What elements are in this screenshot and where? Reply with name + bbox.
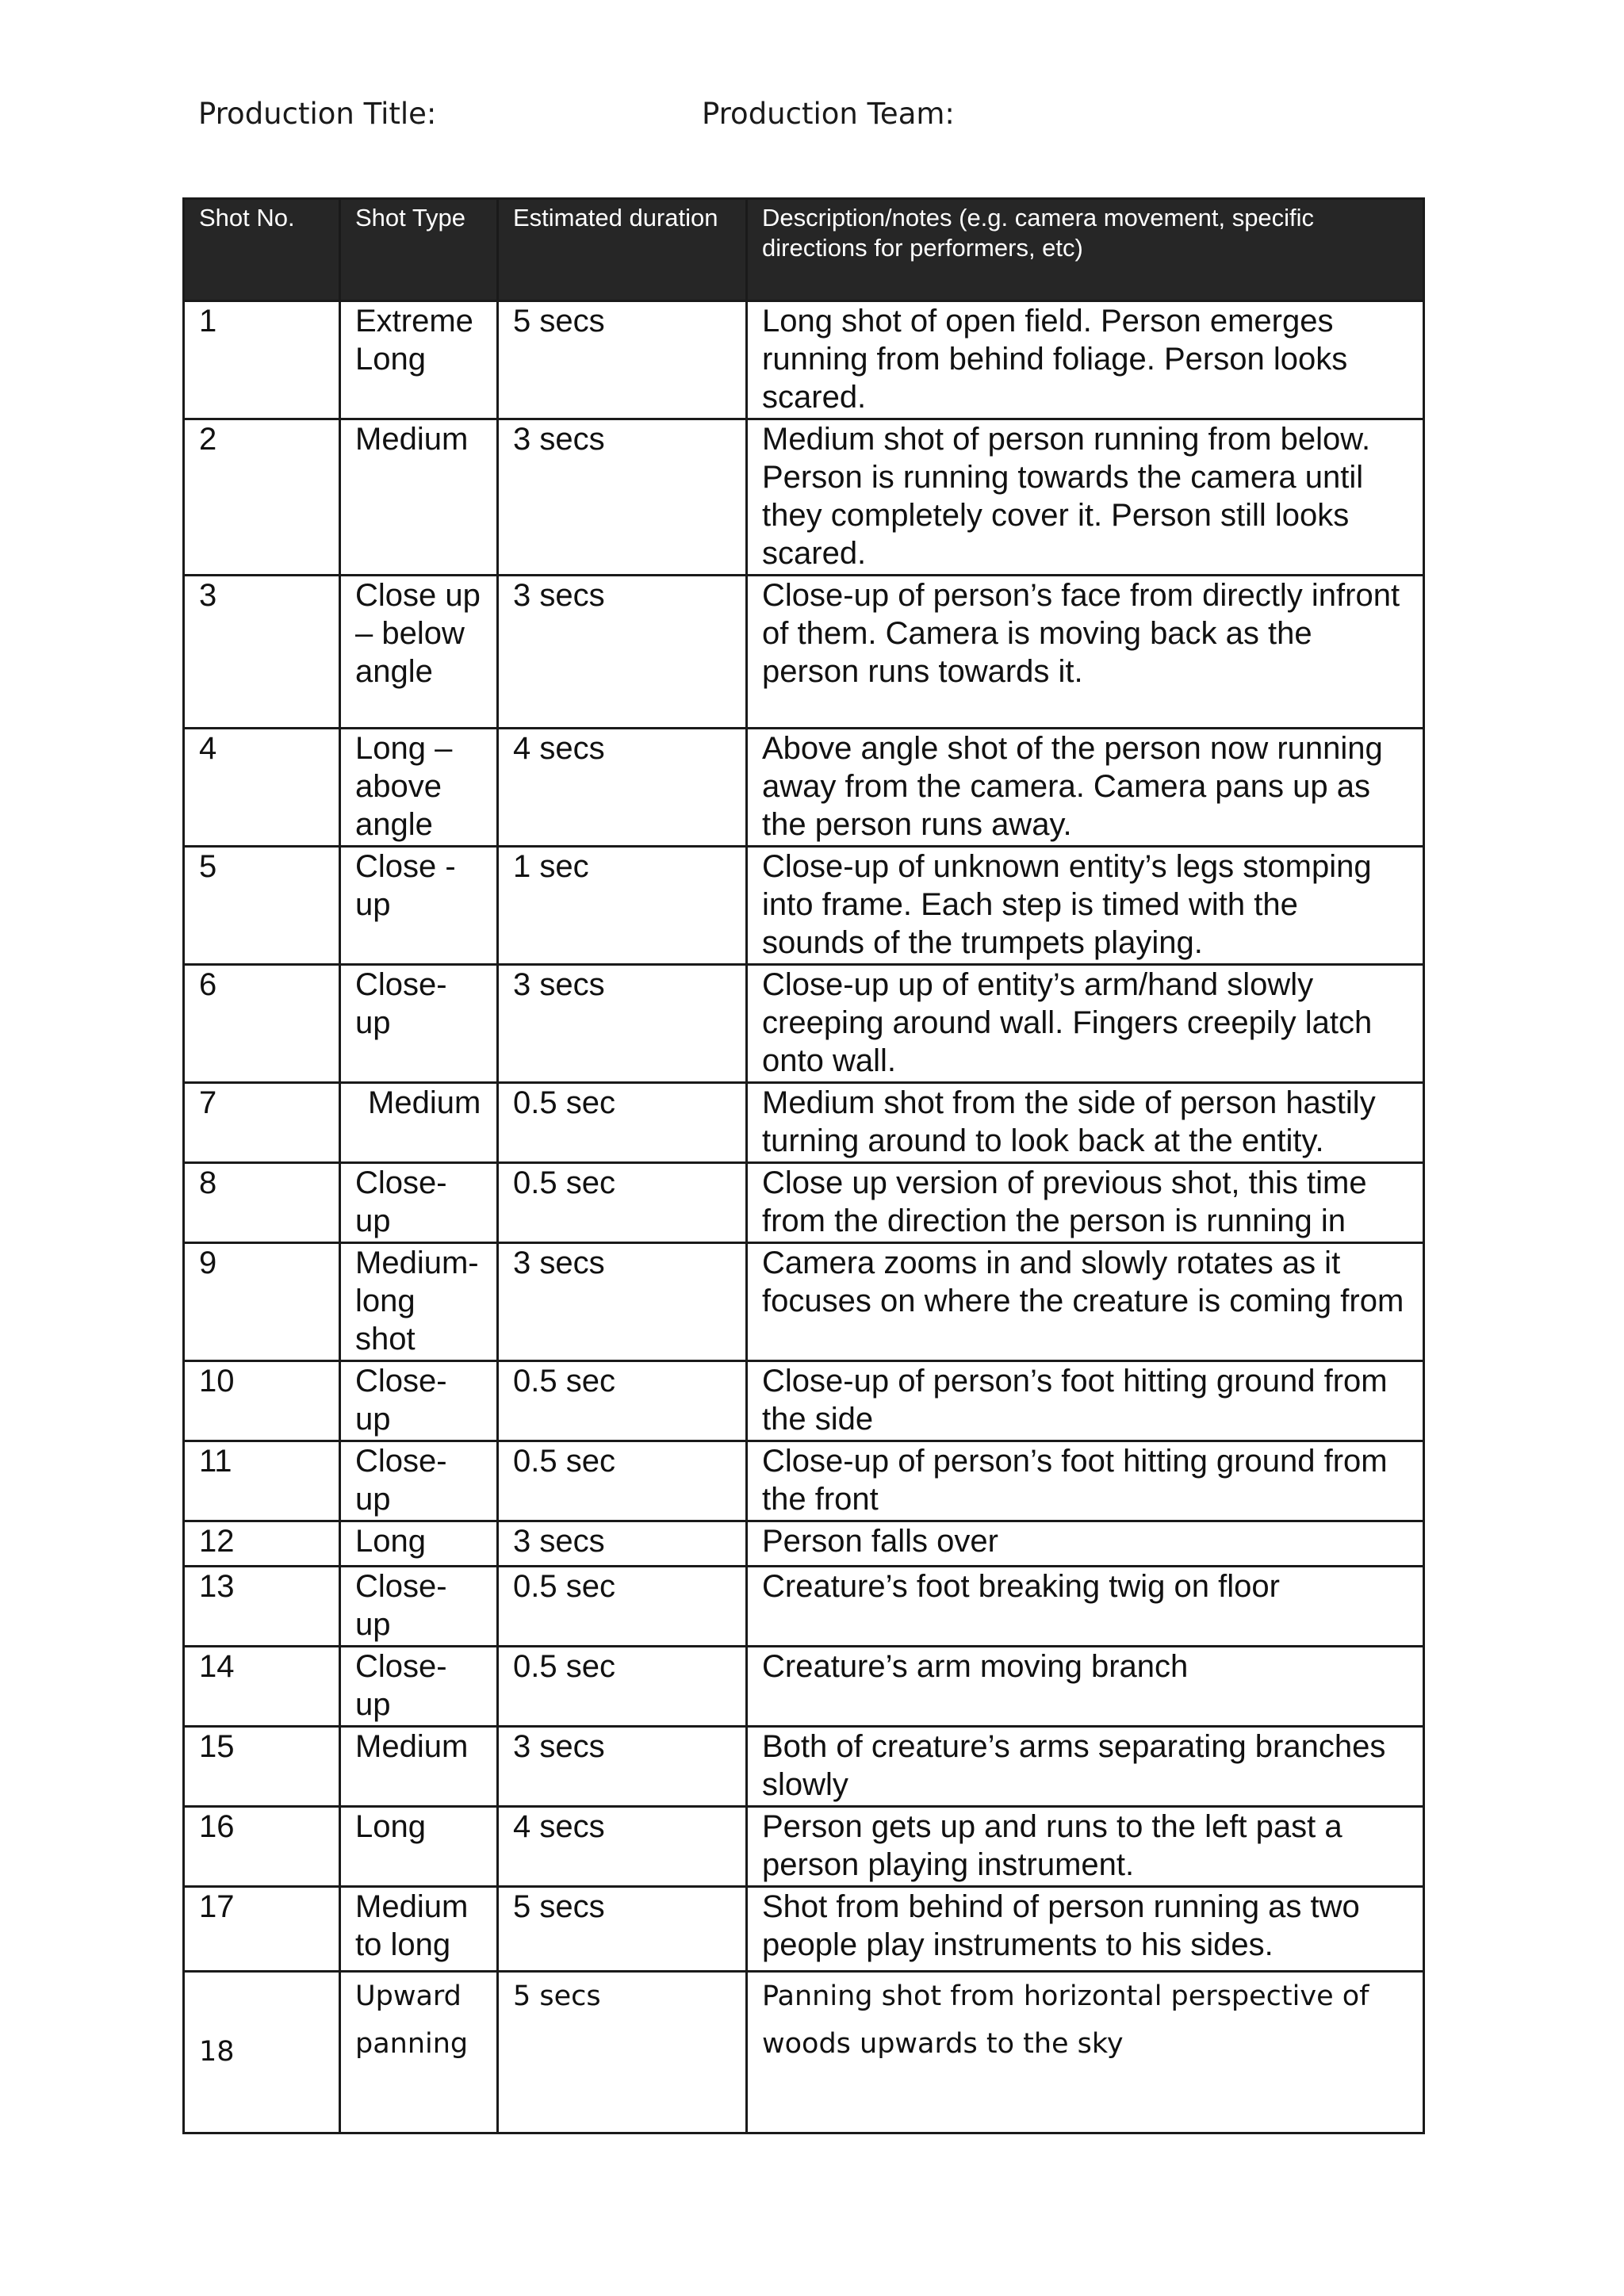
description-cell: Close-up of person’s foot hitting ground from the side — [747, 1361, 1424, 1441]
duration-cell: 0.5 sec — [498, 1647, 747, 1727]
shot-number-cell: 8 — [184, 1163, 340, 1243]
duration-cell: 3 secs — [498, 419, 747, 576]
table-row — [184, 847, 1424, 965]
shot-type-cell: Close-up — [340, 1361, 498, 1441]
table-row — [184, 1163, 1424, 1243]
shot-type-cell: Close up – below angle — [340, 576, 498, 729]
shot-number-cell: 9 — [184, 1243, 340, 1361]
shot-number-cell: 16 — [184, 1807, 340, 1887]
table-row — [184, 1972, 1424, 2133]
duration-cell: 0.5 sec — [498, 1441, 747, 1521]
duration-cell: 3 secs — [498, 1521, 747, 1567]
shot-type-cell: Medium — [340, 1727, 498, 1807]
table-row — [184, 1887, 1424, 1972]
description-cell: Close-up up of entity’s arm/hand slowly creeping around wall. Fingers creepily latch onto wall. — [747, 965, 1424, 1083]
shot-number-cell: 4 — [184, 729, 340, 847]
column-header-shot-type: Shot Type — [340, 199, 498, 301]
duration-cell: 0.5 sec — [498, 1163, 747, 1243]
duration-cell: 0.5 sec — [498, 1361, 747, 1441]
duration-cell: 1 sec — [498, 847, 747, 965]
table-row — [184, 1083, 1424, 1163]
duration-cell: 4 secs — [498, 729, 747, 847]
shot-number-cell: 13 — [184, 1567, 340, 1647]
table-row — [184, 1361, 1424, 1441]
description-cell: Close-up of person’s face from directly infront of them. Camera is moving back as the person runs towards it. — [747, 576, 1424, 729]
shot-list-table — [182, 197, 1425, 2134]
duration-cell: 5 secs — [498, 1887, 747, 1972]
duration-cell: 4 secs — [498, 1807, 747, 1887]
duration-cell: 0.5 sec — [498, 1083, 747, 1163]
description-cell: Above angle shot of the person now running away from the camera. Camera pans up as the person runs away. — [747, 729, 1424, 847]
shot-type-cell: Medium — [340, 1083, 498, 1163]
table-row — [184, 1567, 1424, 1647]
shot-type-cell: Close-up — [340, 1441, 498, 1521]
description-cell: Shot from behind of person running as two people play instruments to his sides. — [747, 1887, 1424, 1972]
shot-number-cell: 17 — [184, 1887, 340, 1972]
shot-type-cell: Medium — [340, 419, 498, 576]
header-row — [184, 199, 1424, 301]
table-header — [184, 199, 1424, 301]
duration-cell: 3 secs — [498, 576, 747, 729]
table-row — [184, 729, 1424, 847]
description-cell: Close up version of previous shot, this time from the direction the person is running in — [747, 1163, 1424, 1243]
shot-type-cell: Long — [340, 1807, 498, 1887]
shot-type-cell: Close-up — [340, 965, 498, 1083]
description-cell: Close-up of person’s foot hitting ground from the front — [747, 1441, 1424, 1521]
description-cell: Long shot of open field. Person emerges running from behind foliage. Person looks scared. — [747, 301, 1424, 419]
table-row — [184, 1727, 1424, 1807]
shot-number-cell: 14 — [184, 1647, 340, 1727]
shot-number-cell: 18 — [184, 1972, 340, 2133]
description-cell: Creature’s arm moving branch — [747, 1647, 1424, 1727]
shot-number-cell: 6 — [184, 965, 340, 1083]
shot-number-cell: 7 — [184, 1083, 340, 1163]
shot-type-cell: Medium to long — [340, 1887, 498, 1972]
column-header-duration: Estimated duration — [498, 199, 747, 301]
duration-cell: 3 secs — [498, 965, 747, 1083]
shot-type-cell: Close-up — [340, 1163, 498, 1243]
shot-type-cell: Close-up — [340, 1647, 498, 1727]
table-row — [184, 1647, 1424, 1727]
table-body — [184, 301, 1424, 2133]
description-cell: Person gets up and runs to the left past a person playing instrument. — [747, 1807, 1424, 1887]
duration-cell: 0.5 sec — [498, 1567, 747, 1647]
shot-number-cell: 11 — [184, 1441, 340, 1521]
shot-type-cell: Close - up — [340, 847, 498, 965]
shot-type-cell: Upward panning — [340, 1972, 498, 2133]
description-cell: Medium shot of person running from below. Person is running towards the camera until they completely cover it. Person still looks scared. — [747, 419, 1424, 576]
duration-cell: 5 secs — [498, 301, 747, 419]
description-cell: Both of creature’s arms separating branches slowly — [747, 1727, 1424, 1807]
table-row — [184, 419, 1424, 576]
shot-number-cell: 5 — [184, 847, 340, 965]
table-row — [184, 1521, 1424, 1567]
duration-cell: 3 secs — [498, 1243, 747, 1361]
production-title-label: Production Title: — [198, 97, 437, 131]
shot-type-cell: Medium-long shot — [340, 1243, 498, 1361]
shot-type-cell: Long – above angle — [340, 729, 498, 847]
table-row — [184, 301, 1424, 419]
table-row — [184, 576, 1424, 729]
table-row — [184, 965, 1424, 1083]
description-cell: Medium shot from the side of person hastily turning around to look back at the entity. — [747, 1083, 1424, 1163]
production-team-label: Production Team: — [702, 97, 955, 131]
shot-number-cell: 1 — [184, 301, 340, 419]
shot-number-cell: 2 — [184, 419, 340, 576]
description-cell: Camera zooms in and slowly rotates as it focuses on where the creature is coming from — [747, 1243, 1424, 1361]
shot-number-cell: 12 — [184, 1521, 340, 1567]
description-cell: Creature’s foot breaking twig on floor — [747, 1567, 1424, 1647]
column-header-description: Description/notes (e.g. camera movement, specific directions for performers, etc) — [747, 199, 1424, 301]
shot-number-cell: 15 — [184, 1727, 340, 1807]
table-row — [184, 1243, 1424, 1361]
table-row — [184, 1807, 1424, 1887]
description-cell: Person falls over — [747, 1521, 1424, 1567]
shot-type-cell: Close-up — [340, 1567, 498, 1647]
description-cell: Panning shot from horizontal perspective of woods upwards to the sky — [747, 1972, 1424, 2133]
description-cell: Close-up of unknown entity’s legs stomping into frame. Each step is timed with the sounds of the trumpets playing. — [747, 847, 1424, 965]
shot-type-cell: Extreme Long — [340, 301, 498, 419]
duration-cell: 3 secs — [498, 1727, 747, 1807]
column-header-shot-no: Shot No. — [184, 199, 340, 301]
duration-cell: 5 secs — [498, 1972, 747, 2133]
shot-number-cell: 3 — [184, 576, 340, 729]
table-row — [184, 1441, 1424, 1521]
shot-type-cell: Long — [340, 1521, 498, 1567]
page-header — [198, 97, 1467, 144]
shot-number-cell: 10 — [184, 1361, 340, 1441]
